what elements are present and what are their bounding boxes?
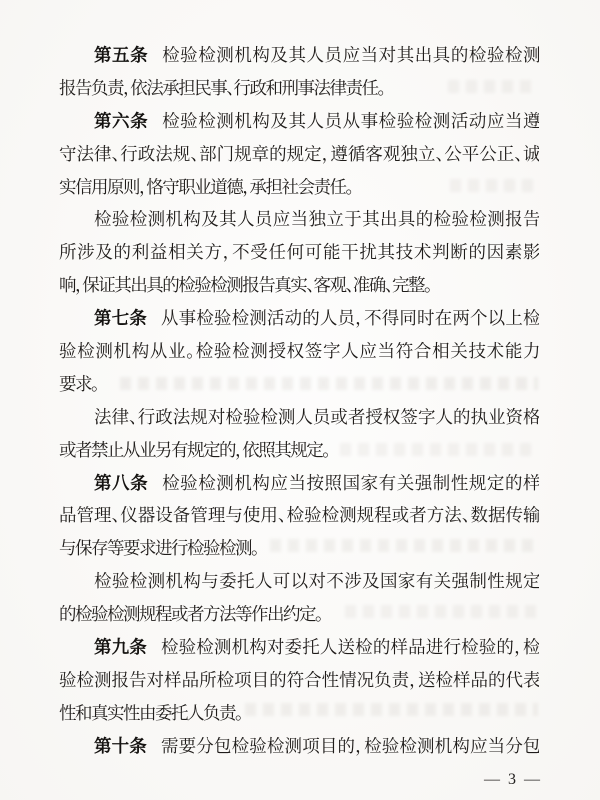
text-line: 验检测机构从业。检验检测授权签字人应当符合相关技术能力: [59, 341, 539, 362]
page-number: — 3 —: [484, 771, 542, 788]
text-line: [59, 302, 539, 335]
article-text-line: 从事检验检测活动的人员，不得同时在两个以上检: [160, 308, 539, 329]
text-line: 守法律、行政法规、部门规章的规定，遵循客观独立、公平公正、诚: [59, 143, 539, 164]
text-line: 响，保证其出具的检验检测报告真实、客观、准确、完整。: [59, 275, 432, 296]
article-number: 第六条: [94, 110, 149, 131]
text-line: 验检测报告对样品所检项目的符合性情况负责，送检样品的代表: [59, 669, 539, 690]
text-line: 要求。: [59, 373, 99, 394]
article-paragraph: [59, 565, 539, 631]
article-text-line: 需要分包检验检测项目的，检验检测机构应当分包: [160, 735, 539, 756]
text-line: 实信用原则，恪守职业道德，承担社会责任。: [59, 176, 353, 197]
text-line: 品管理、仪器设备管理与使用、检验检测规程或者方法、数据传输: [59, 505, 539, 526]
article-paragraph: [59, 401, 539, 467]
article-text-line: 检验检测机构及其人员应当对其出具的检验检测: [162, 45, 539, 65]
text-line: 报告负责，依法承担民事、行政和刑事法律责任。: [59, 77, 385, 98]
text-line: [59, 467, 539, 500]
text-line: 的检验检测规程或者方法等作出约定。: [59, 604, 323, 625]
text-line: 或者禁止从业另有规定的，依照其规定。: [59, 439, 330, 460]
article-text-line: 检验检测机构应当按照国家有关强制性规定的样: [162, 472, 539, 493]
text-line: [59, 39, 539, 72]
article-number: 第十条: [94, 735, 147, 756]
article-paragraph: [59, 631, 539, 730]
text-line: [59, 105, 539, 138]
article-paragraph: [59, 105, 539, 204]
article-number: 第八条: [94, 472, 149, 493]
article-paragraph: [59, 39, 539, 105]
article-text-line: 检验检测机构对委托人送检的样品进行检验的，检: [160, 637, 539, 658]
article-paragraph: [59, 302, 539, 401]
text-line: 与保存等要求进行检验检测。: [59, 538, 259, 559]
text-line: 检验检测机构及其人员应当独立于其出具的检验检测报告: [94, 209, 539, 230]
article-text-line: 检验检测机构及其人员从事检验检测活动应当遵: [162, 110, 539, 131]
text-line: [59, 631, 539, 664]
text-line: [59, 730, 539, 763]
document-body: [59, 39, 539, 763]
article-number: 第七条: [94, 308, 147, 329]
article-number: 第五条: [94, 45, 149, 65]
text-line: 所涉及的利益相关方，不受任何可能干扰其技术判断的因素影: [59, 242, 539, 263]
article-number: 第九条: [94, 637, 147, 658]
text-line: 法律、行政法规对检验检测人员或者授权签字人的执业资格: [94, 406, 539, 427]
article-paragraph: [59, 203, 539, 302]
text-line: 性和真实性由委托人负责。: [59, 702, 243, 723]
article-paragraph: [59, 467, 539, 566]
text-line: 检验检测机构与委托人可以对不涉及国家有关强制性规定: [94, 571, 539, 592]
article-paragraph: [59, 730, 539, 763]
